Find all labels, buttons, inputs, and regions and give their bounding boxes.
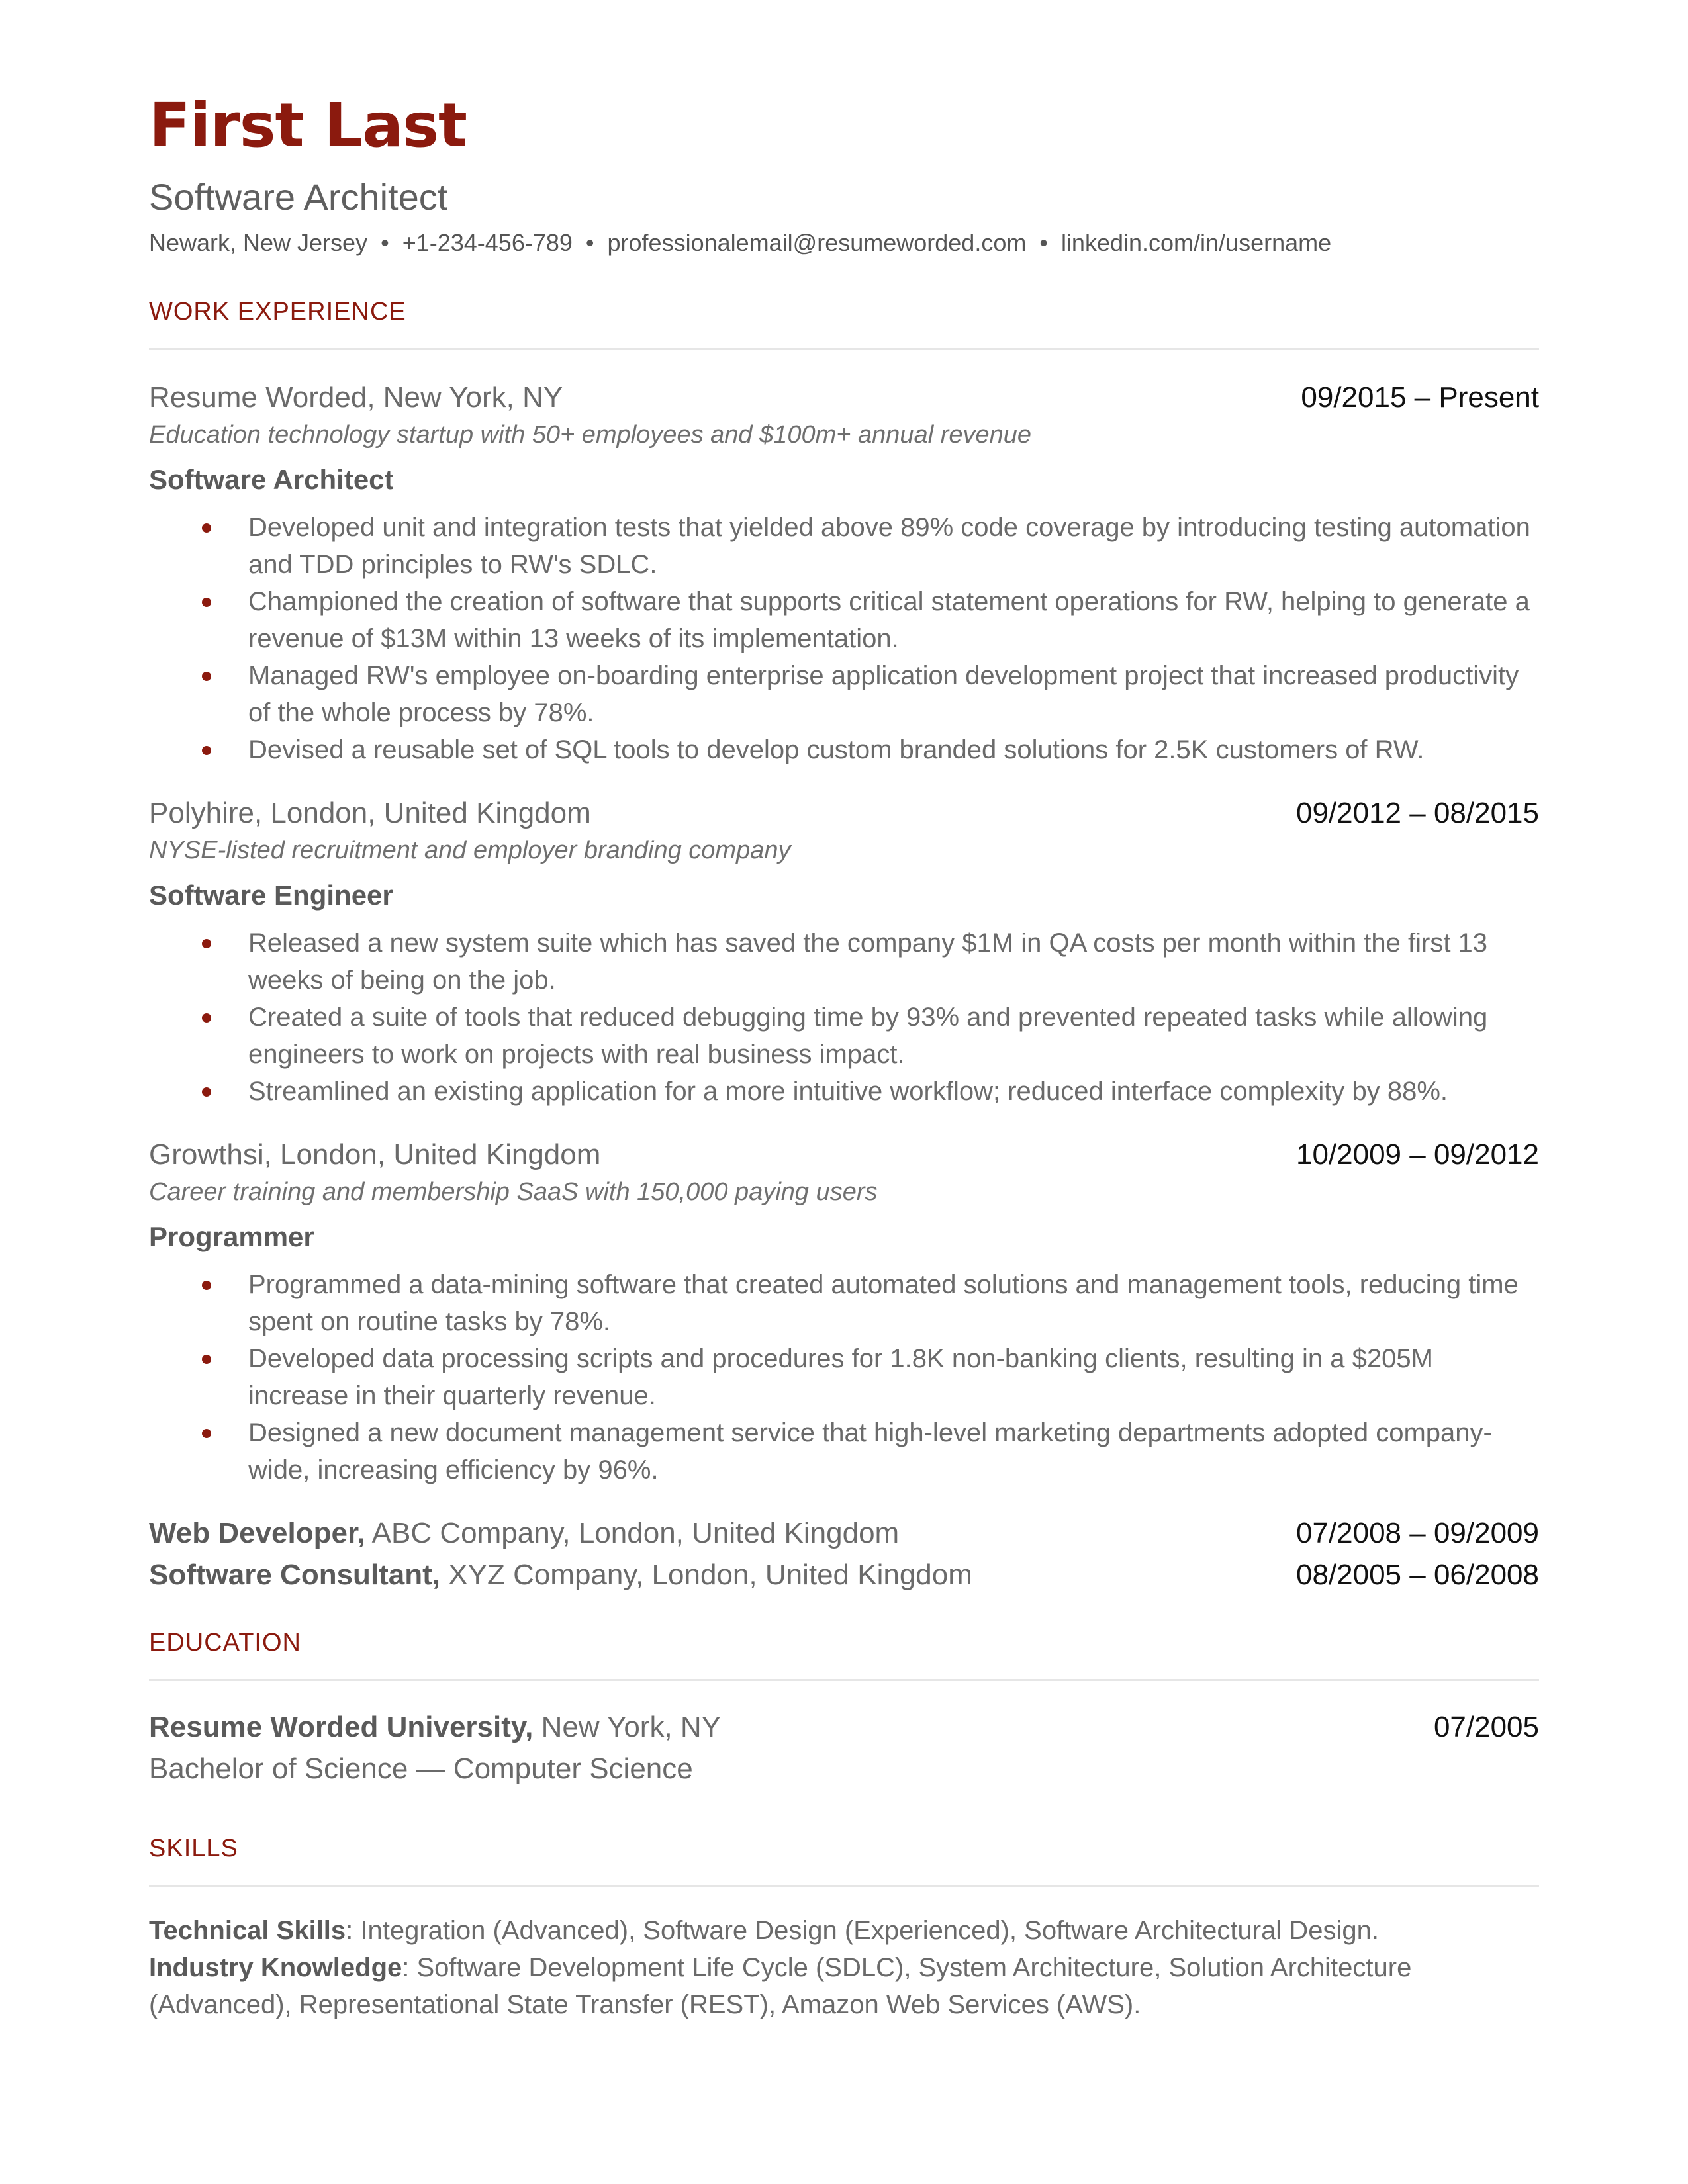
- job-dates: 09/2012 – 08/2015: [1295, 797, 1539, 829]
- earlier-role-company: XYZ Company, London, United Kingdom: [448, 1559, 972, 1591]
- bullet-icon: [202, 598, 211, 607]
- bullet-item: Streamlined an existing application for a more intuitive workflow; reduced interface complexity by 88%.: [248, 1073, 1539, 1110]
- earlier-role-row: [149, 1512, 1539, 1554]
- section-title-skills: SKILLS: [149, 1835, 238, 1862]
- earlier-role-dates: 07/2008 – 09/2009: [1295, 1517, 1539, 1549]
- candidate-name: First Last: [149, 90, 467, 161]
- job-company-description: NYSE-listed recruitment and employer branding company: [149, 837, 791, 864]
- resume-page: [149, 86, 1539, 2023]
- education-school: Resume Worded University,: [149, 1711, 534, 1743]
- section-divider: [149, 1679, 1539, 1681]
- earlier-role-title: Web Developer,: [149, 1517, 365, 1549]
- section-title-work: WORK EXPERIENCE: [149, 298, 406, 326]
- contact-separator: •: [381, 229, 389, 256]
- contact-separator: •: [585, 229, 594, 256]
- job-company-description: Education technology startup with 50+ employees and $100m+ annual revenue: [149, 421, 1032, 449]
- bullet-icon: [202, 523, 211, 533]
- bullet-icon: [202, 672, 211, 681]
- earlier-roles: [149, 1512, 1539, 1596]
- skills-body: [149, 1912, 1539, 2023]
- candidate-title: Software Architect: [149, 176, 448, 218]
- section-title-education: EDUCATION: [149, 1629, 301, 1657]
- job-entry: [149, 378, 1539, 768]
- job-entry: [149, 794, 1539, 1110]
- bullet-item: Championed the creation of software that supports critical statement operations for RW, helping to generate a revenue of $13M within 13 weeks of its implementation.: [248, 583, 1539, 657]
- bullet-icon: [202, 1355, 211, 1364]
- skills-section: [149, 1832, 1539, 2023]
- education-date: 07/2005: [1433, 1711, 1539, 1743]
- contact-location: Newark, New Jersey: [149, 229, 368, 256]
- earlier-role-dates: 08/2005 – 06/2008: [1295, 1559, 1539, 1591]
- bullet-icon: [202, 939, 211, 948]
- section-divider: [149, 1885, 1539, 1887]
- bullet-item: Devised a reusable set of SQL tools to develop custom branded solutions for 2.5K customers of RW.: [248, 731, 1539, 768]
- work-experience-section: [149, 295, 1539, 1596]
- bullet-item: Released a new system suite which has saved the company $1M in QA costs per month within the first 13 weeks of being on the job.: [248, 925, 1539, 999]
- job-dates: 10/2009 – 09/2012: [1295, 1138, 1539, 1171]
- job-bullets: [149, 1266, 1539, 1488]
- section-divider: [149, 348, 1539, 350]
- bullet-icon: [202, 1013, 211, 1023]
- skills-technical-label: Technical Skills: [149, 1916, 346, 1945]
- bullet-item: Designed a new document management service that high-level marketing departments adopted company-wide, increasing efficiency by 96%.: [248, 1414, 1539, 1488]
- bullet-item: Developed unit and integration tests that yielded above 89% code coverage by introducing testing automation and TDD principles to RW's SDLC.: [248, 509, 1539, 583]
- bullet-icon: [202, 1087, 211, 1097]
- skills-industry: [149, 1949, 1420, 2023]
- contact-separator: •: [1039, 229, 1048, 256]
- education-location: New York, NY: [541, 1711, 722, 1743]
- skills-industry-values: : Software Development Life Cycle (SDLC), System Architecture, Solution Architecture (Advanced), Representational State Transfer (REST), Amazon Web Services (AWS).: [149, 1953, 1412, 2019]
- job-role: Software Architect: [149, 464, 394, 495]
- bullet-icon: [202, 1281, 211, 1290]
- job-company: Growthsi, London, United Kingdom: [149, 1138, 601, 1171]
- contact-phone: +1-234-456-789: [402, 229, 573, 256]
- job-company: Polyhire, London, United Kingdom: [149, 797, 591, 829]
- earlier-role-row: [149, 1554, 1539, 1596]
- education-section: [149, 1626, 1539, 1790]
- job-company: Resume Worded, New York, NY: [149, 381, 563, 414]
- skills-industry-label: Industry Knowledge: [149, 1953, 402, 1982]
- bullet-item: Managed RW's employee on-boarding enterprise application development project that increased productivity of the whole process by 78%.: [248, 657, 1539, 731]
- bullet-item: Programmed a data-mining software that created automated solutions and management tools, reducing time spent on routine tasks by 78%.: [248, 1266, 1539, 1340]
- contact-email[interactable]: professionalemail@resumeworded.com: [607, 229, 1027, 256]
- earlier-role-title: Software Consultant,: [149, 1559, 441, 1591]
- bullet-item: Developed data processing scripts and procedures for 1.8K non-banking clients, resulting in a $205M increase in their quarterly revenue.: [248, 1340, 1539, 1414]
- job-role: Software Engineer: [149, 880, 393, 911]
- job-company-description: Career training and membership SaaS with 150,000 paying users: [149, 1178, 878, 1206]
- job-bullets: [149, 509, 1539, 768]
- contact-line: [149, 226, 1539, 259]
- job-bullets: [149, 925, 1539, 1110]
- skills-technical-values: : Integration (Advanced), Software Design (Experienced), Software Architectural Design.: [346, 1916, 1379, 1945]
- skills-technical: [149, 1912, 1539, 1949]
- education-degree: Bachelor of Science — Computer Science: [149, 1752, 693, 1785]
- bullet-icon: [202, 1429, 211, 1438]
- job-entry: [149, 1135, 1539, 1488]
- job-dates: 09/2015 – Present: [1301, 381, 1539, 414]
- earlier-role-company: ABC Company, London, United Kingdom: [371, 1517, 900, 1549]
- education-row: [149, 1706, 1539, 1748]
- bullet-icon: [202, 746, 211, 755]
- job-role: Programmer: [149, 1221, 314, 1252]
- contact-linkedin[interactable]: linkedin.com/in/username: [1060, 229, 1332, 256]
- bullet-item: Created a suite of tools that reduced debugging time by 93% and prevented repeated tasks while allowing engineers to work on projects with real business impact.: [248, 999, 1539, 1073]
